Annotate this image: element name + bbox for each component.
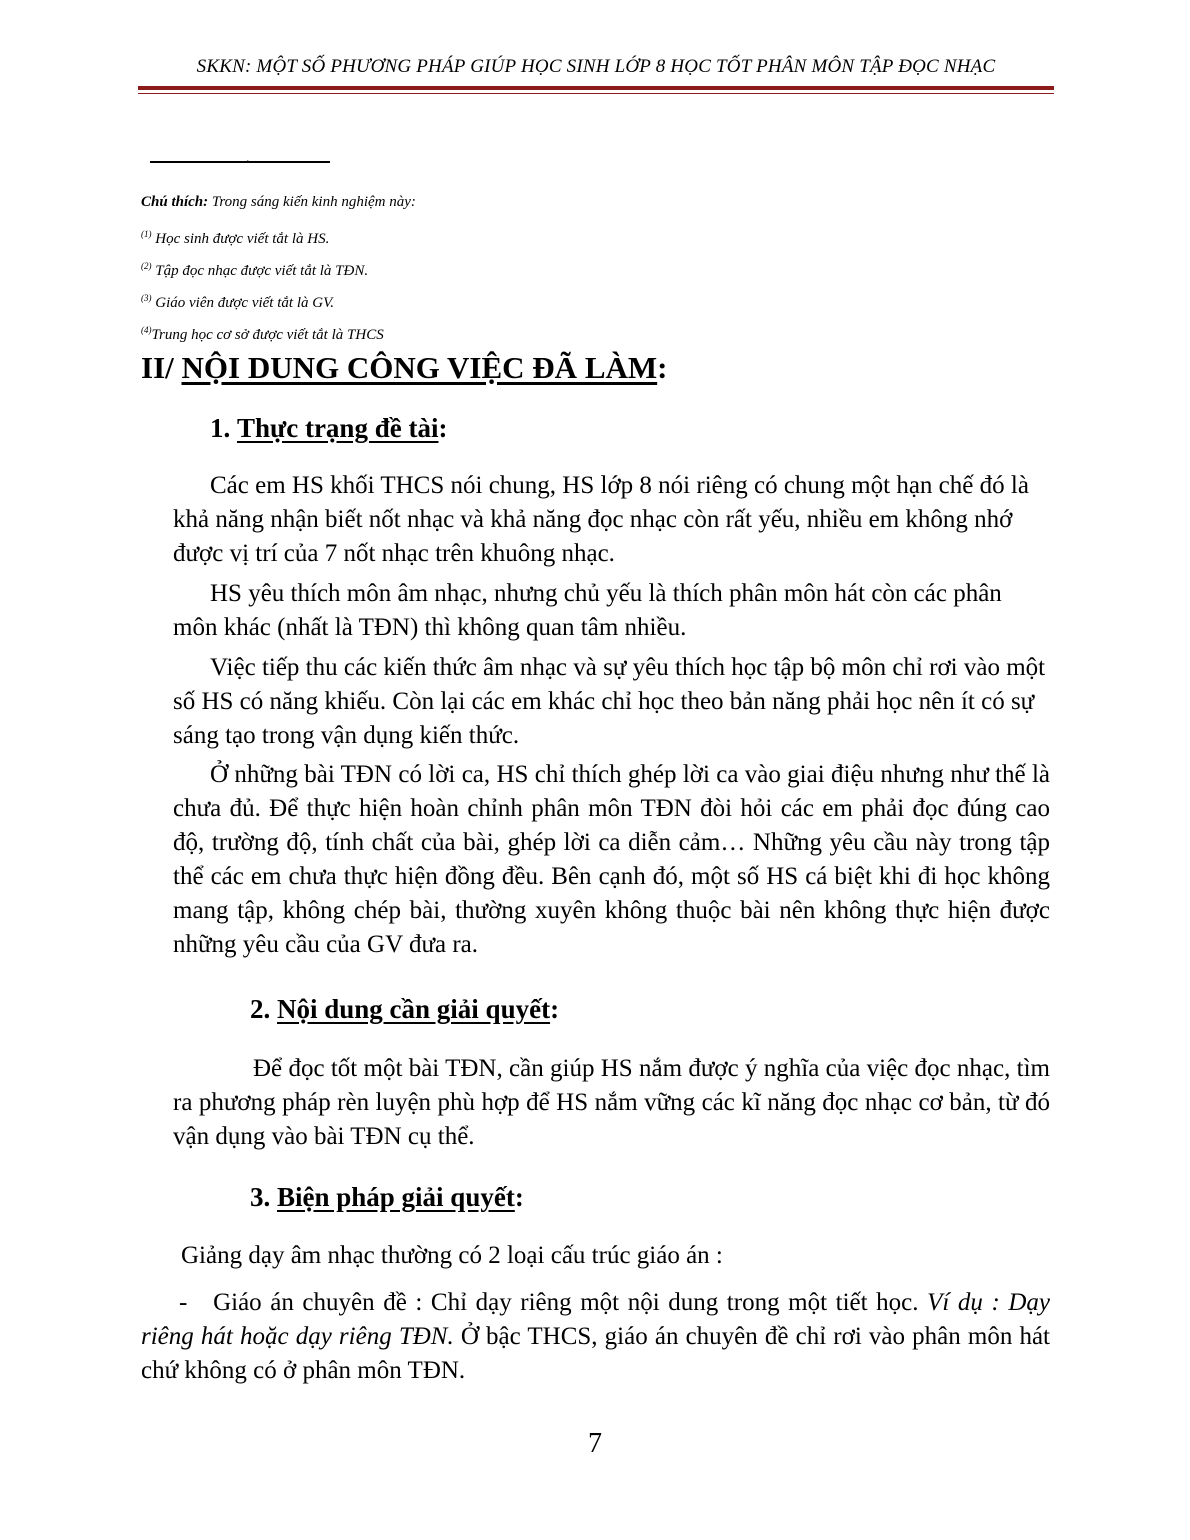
footnote-mark: (3) [141,293,152,303]
footnote-mark: (4) [141,325,152,335]
subsection-number: 1. [210,413,231,443]
header-rule-thin [138,93,1054,94]
subsection-suffix: : [514,1182,524,1212]
footnote-mark: (1) [141,229,152,239]
section-prefix: II/ [141,350,182,385]
section-title: NỘI DUNG CÔNG VIỆC ĐÃ LÀM [181,350,658,385]
footnote-intro [141,192,841,224]
footnote-text: Tập đọc nhạc được viết tắt là TĐN. [151,263,369,279]
paragraph: Các em HS khối THCS nói chung, HS lớp 8 nói riêng có chung một hạn chế đó là khả năng nhận biết nốt nhạc và khả năng đọc nhạc còn rất yếu, nhiều em không nhớ được vị trí của 7 nốt nhạc trên khuông nhạc. [173,472,1029,567]
footnote-text: Giáo viên được viết tắt là GV. [151,295,335,311]
footnote-intro-text: Trong sáng kiến kinh nghiệm này: [208,194,416,210]
bullet-dash: - [179,1289,188,1316]
subsection-number: 2. [250,994,271,1024]
subsection-2-heading [250,994,559,1025]
subsection-title: Nội dung cần giải quyết [277,994,551,1024]
paragraph: Việc tiếp thu các kiến thức âm nhạc và sự yêu thích học tập bộ môn chỉ rơi vào một số HS có năng khiếu. Còn lại các em khác chỉ học theo bản năng phải học nên ít có sự sáng tạo trong vận dụng kiến thức. [173,654,1046,749]
footnote-text: Trung học cơ sở được viết tắt là THCS [151,327,384,343]
paragraph: HS yêu thích môn âm nhạc, nhưng chủ yếu là thích phân môn hát còn các phân môn khác (nhất là TĐN) thì không quan tâm nhiều. [173,580,1002,641]
footnote-mark: (2) [141,261,152,271]
footnote-intro-label: Chú thích: [141,194,209,210]
subsection-1-heading [210,413,447,444]
footnote-text: Học sinh được viết tắt là HS. [151,231,330,247]
subsection-title: Biện pháp giải quyết [277,1182,515,1212]
subsection-title: Thực trạng đề tài [237,413,439,443]
footnote-separator [150,161,330,163]
subsection-suffix: : [550,994,560,1024]
subsection-number: 3. [250,1182,271,1212]
list-item [141,1286,1050,1388]
section-heading [141,350,667,386]
subsection-suffix: : [438,413,448,443]
footnote-item [141,256,841,288]
bullet-text-continued: Ở bậc THCS, giáo án chuyên đề chỉ rơi vào phân môn hát chứ không có ở phân môn TĐN. [141,1323,1050,1384]
footnote-item [141,224,841,256]
footnote-item [141,288,841,320]
footnote-item [141,320,841,352]
page-number: 7 [588,1428,602,1459]
section-suffix: : [657,350,668,385]
footnote-separator-dot: . [246,151,250,166]
subsection-3-heading [250,1182,524,1213]
bullet-example: Ví dụ : Dạy riêng hát hoặc dạy riêng TĐN. [141,1289,1051,1350]
paragraph: Giảng dạy âm nhạc thường có 2 loại cấu trúc giáo án : [181,1242,723,1269]
paragraph: Ở những bài TĐN có lời ca, HS chỉ thích ghép lời ca vào giai điệu nhưng như thế là chưa đủ. Để thực hiện hoàn chỉnh phân môn TĐN đòi hỏi các em phải đọc đúng cao độ, trường độ, tính chất của bài, ghép lời ca diễn cảm… Những yêu cầu này trong tập thể các em chưa thực hiện đồng đều. Bên cạnh đó, một số HS cá biệt khi đi học không mang tập, không chép bài, thường xuyên không thuộc bài nên không thực hiện được những yêu cầu của GV đưa ra. [173,761,1050,958]
footnotes [141,192,841,352]
header-rule-thick [138,86,1054,90]
running-header: SKKN: MỘT SỐ PHƯƠNG PHÁP GIÚP HỌC SINH LỚP 8 HỌC TỐT PHÂN MÔN TẬP ĐỌC NHẠC [196,56,996,77]
bullet-text: Giáo án chuyên đề : Chỉ dạy riêng một nội dung trong một tiết học. [213,1289,928,1316]
paragraph: Để đọc tốt một bài TĐN, cần giúp HS nắm được ý nghĩa của việc đọc nhạc, tìm ra phương pháp rèn luyện phù hợp để HS nắm vững các kĩ năng đọc nhạc cơ bản, từ đó vận dụng vào bài TĐN cụ thể. [173,1055,1050,1150]
